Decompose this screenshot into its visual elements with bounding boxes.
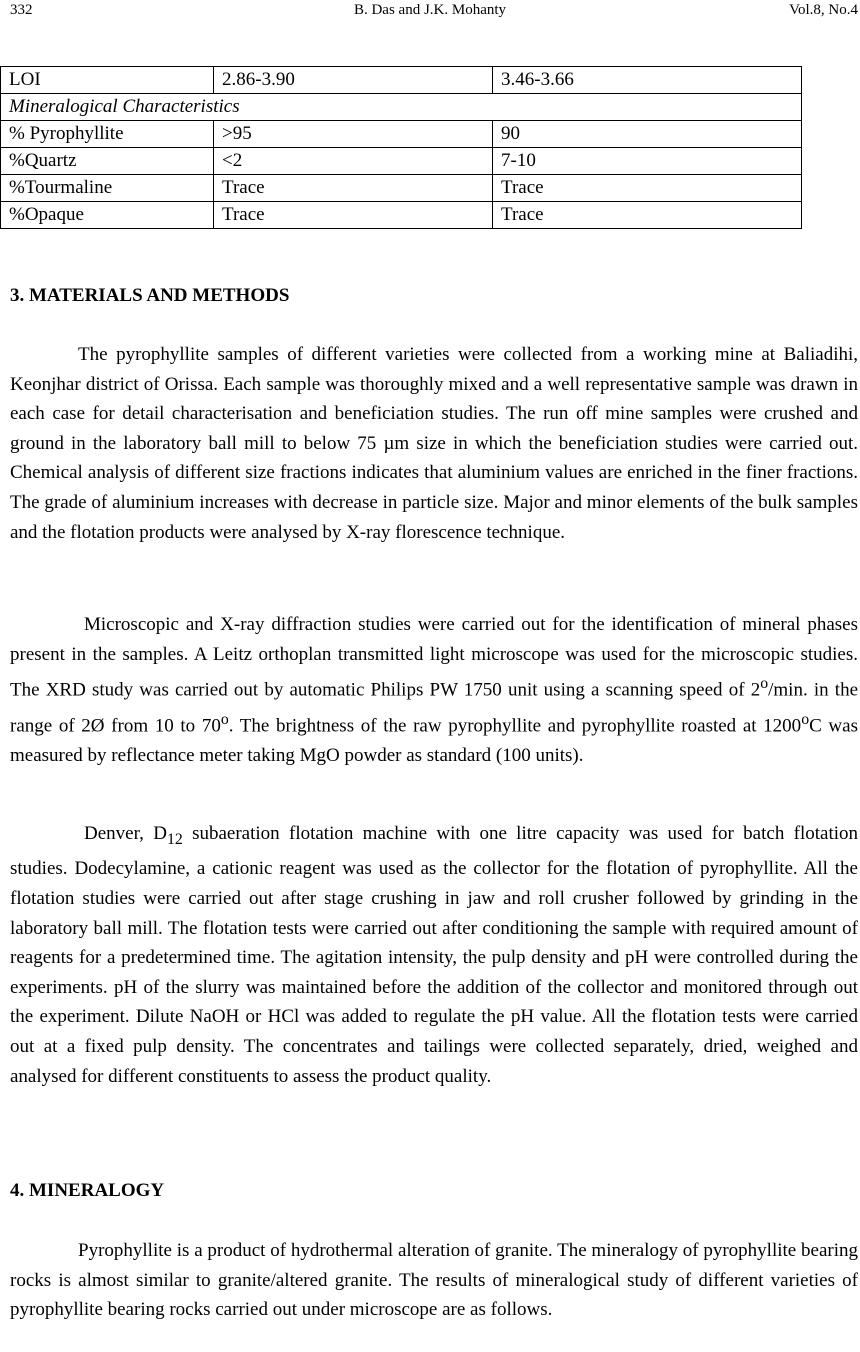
table-row [1,121,802,148]
table-cell-value: <2 [214,148,493,175]
running-head-authors: B. Das and J.K. Mohanty [353,2,507,18]
table-cell-value: 90 [493,121,802,148]
table-cell-value: 7-10 [493,148,802,175]
table-row [1,148,802,175]
table-cell-value: Trace [214,202,493,229]
table-cell-label: %Tourmaline [1,175,214,202]
paragraph-sampling: The pyrophyllite samples of different varieties were collected from a working mine at Baliadihi, Keonjhar district of Orissa. Each sample was thoroughly mixed and a well representative sample was drawn in each case for detail characterisation and beneficiation studies. The run off mine samples were crushed and ground in the laboratory ball mill to below 75 µm size in which the beneficiation studies were carried out. Chemical analysis of different size fractions indicates that aluminium values are enriched in the finer fractions. The grade of aluminium increases with decrease in particle size. Major and minor elements of the bulk samples and the flotation products were analysed by X-ray florescence technique. [10,344,858,543]
section-heading-mineralogy: 4. MINERALOGY [10,1180,165,1201]
table-cell-value: Trace [493,175,802,202]
paragraph-microscopy-xrd: Microscopic and X-ray diffraction studies were carried out for the identification of mineral phases present in the samples. A Leitz orthoplan transmitted light microscope was used for the microscopic studies. The XRD study was carried out by automatic Philips PW 1750 unit using a scanning speed of 2$^o$/min. in the range of 2Ø from 10 to 70$^o$. The brightness of the raw pyrophyllite and pyrophyllite roasted at 1200$^o$C was measured by reflectance meter taking MgO powder as standard (100 units). [10,614,859,767]
table-section-label: Mineralogical Characteristics [1,94,802,121]
table-cell-label: LOI [1,67,214,94]
running-head-volume: Vol.8, No.4 [789,2,858,18]
table-row [1,202,802,229]
mineral-properties-table [0,66,802,229]
table-cell-label: %Opaque [1,202,214,229]
table-cell-value: Trace [493,202,802,229]
paragraph-mineralogy: Pyrophyllite is a product of hydrothermal alteration of granite. The mineralogy of pyrophyllite bearing rocks is almost similar to granite/altered granite. The results of mineralogical study of different varieties of pyrophyllite bearing rocks carried out under microscope are as follows. [10,1240,858,1321]
table-cell-label: % Pyrophyllite [1,121,214,148]
table-section-row [1,94,802,121]
table-cell-label: %Quartz [1,148,214,175]
table-row [1,67,802,94]
table-cell-value: 2.86-3.90 [214,67,493,94]
page-number: 332 [10,2,33,18]
running-head [0,0,860,20]
section-heading-materials-methods: 3. MATERIALS AND METHODS [10,285,290,306]
paragraph-flotation: Denver, $D_{12}$ subaeration flotation machine with one litre capacity was used for batch flotation studies. Dodecylamine, a cationic reagent was used as the collector for the flotation of pyrophyllite. All the flotation studies were carried out after stage crushing in jaw and roll crusher followed by grinding in the laboratory ball mill. The flotation tests were carried out after conditioning the sample with required amount of reagents for a predetermined time. The agitation intensity, the pulp density and pH were controlled during the experiments. pH of the slurry was maintained before the addition of the collector and monitored through out the experiment. Dilute NaOH or HCl was added to regulate the pH value. All the flotation tests were carried out at a fixed pulp density. The concentrates and tailings were collected separately, dried, weighed and analysed for different constituents to assess the product quality. [10,823,859,1087]
table-row [1,175,802,202]
table-cell-value: 3.46-3.66 [493,67,802,94]
table-cell-value: >95 [214,121,493,148]
table-cell-value: Trace [214,175,493,202]
